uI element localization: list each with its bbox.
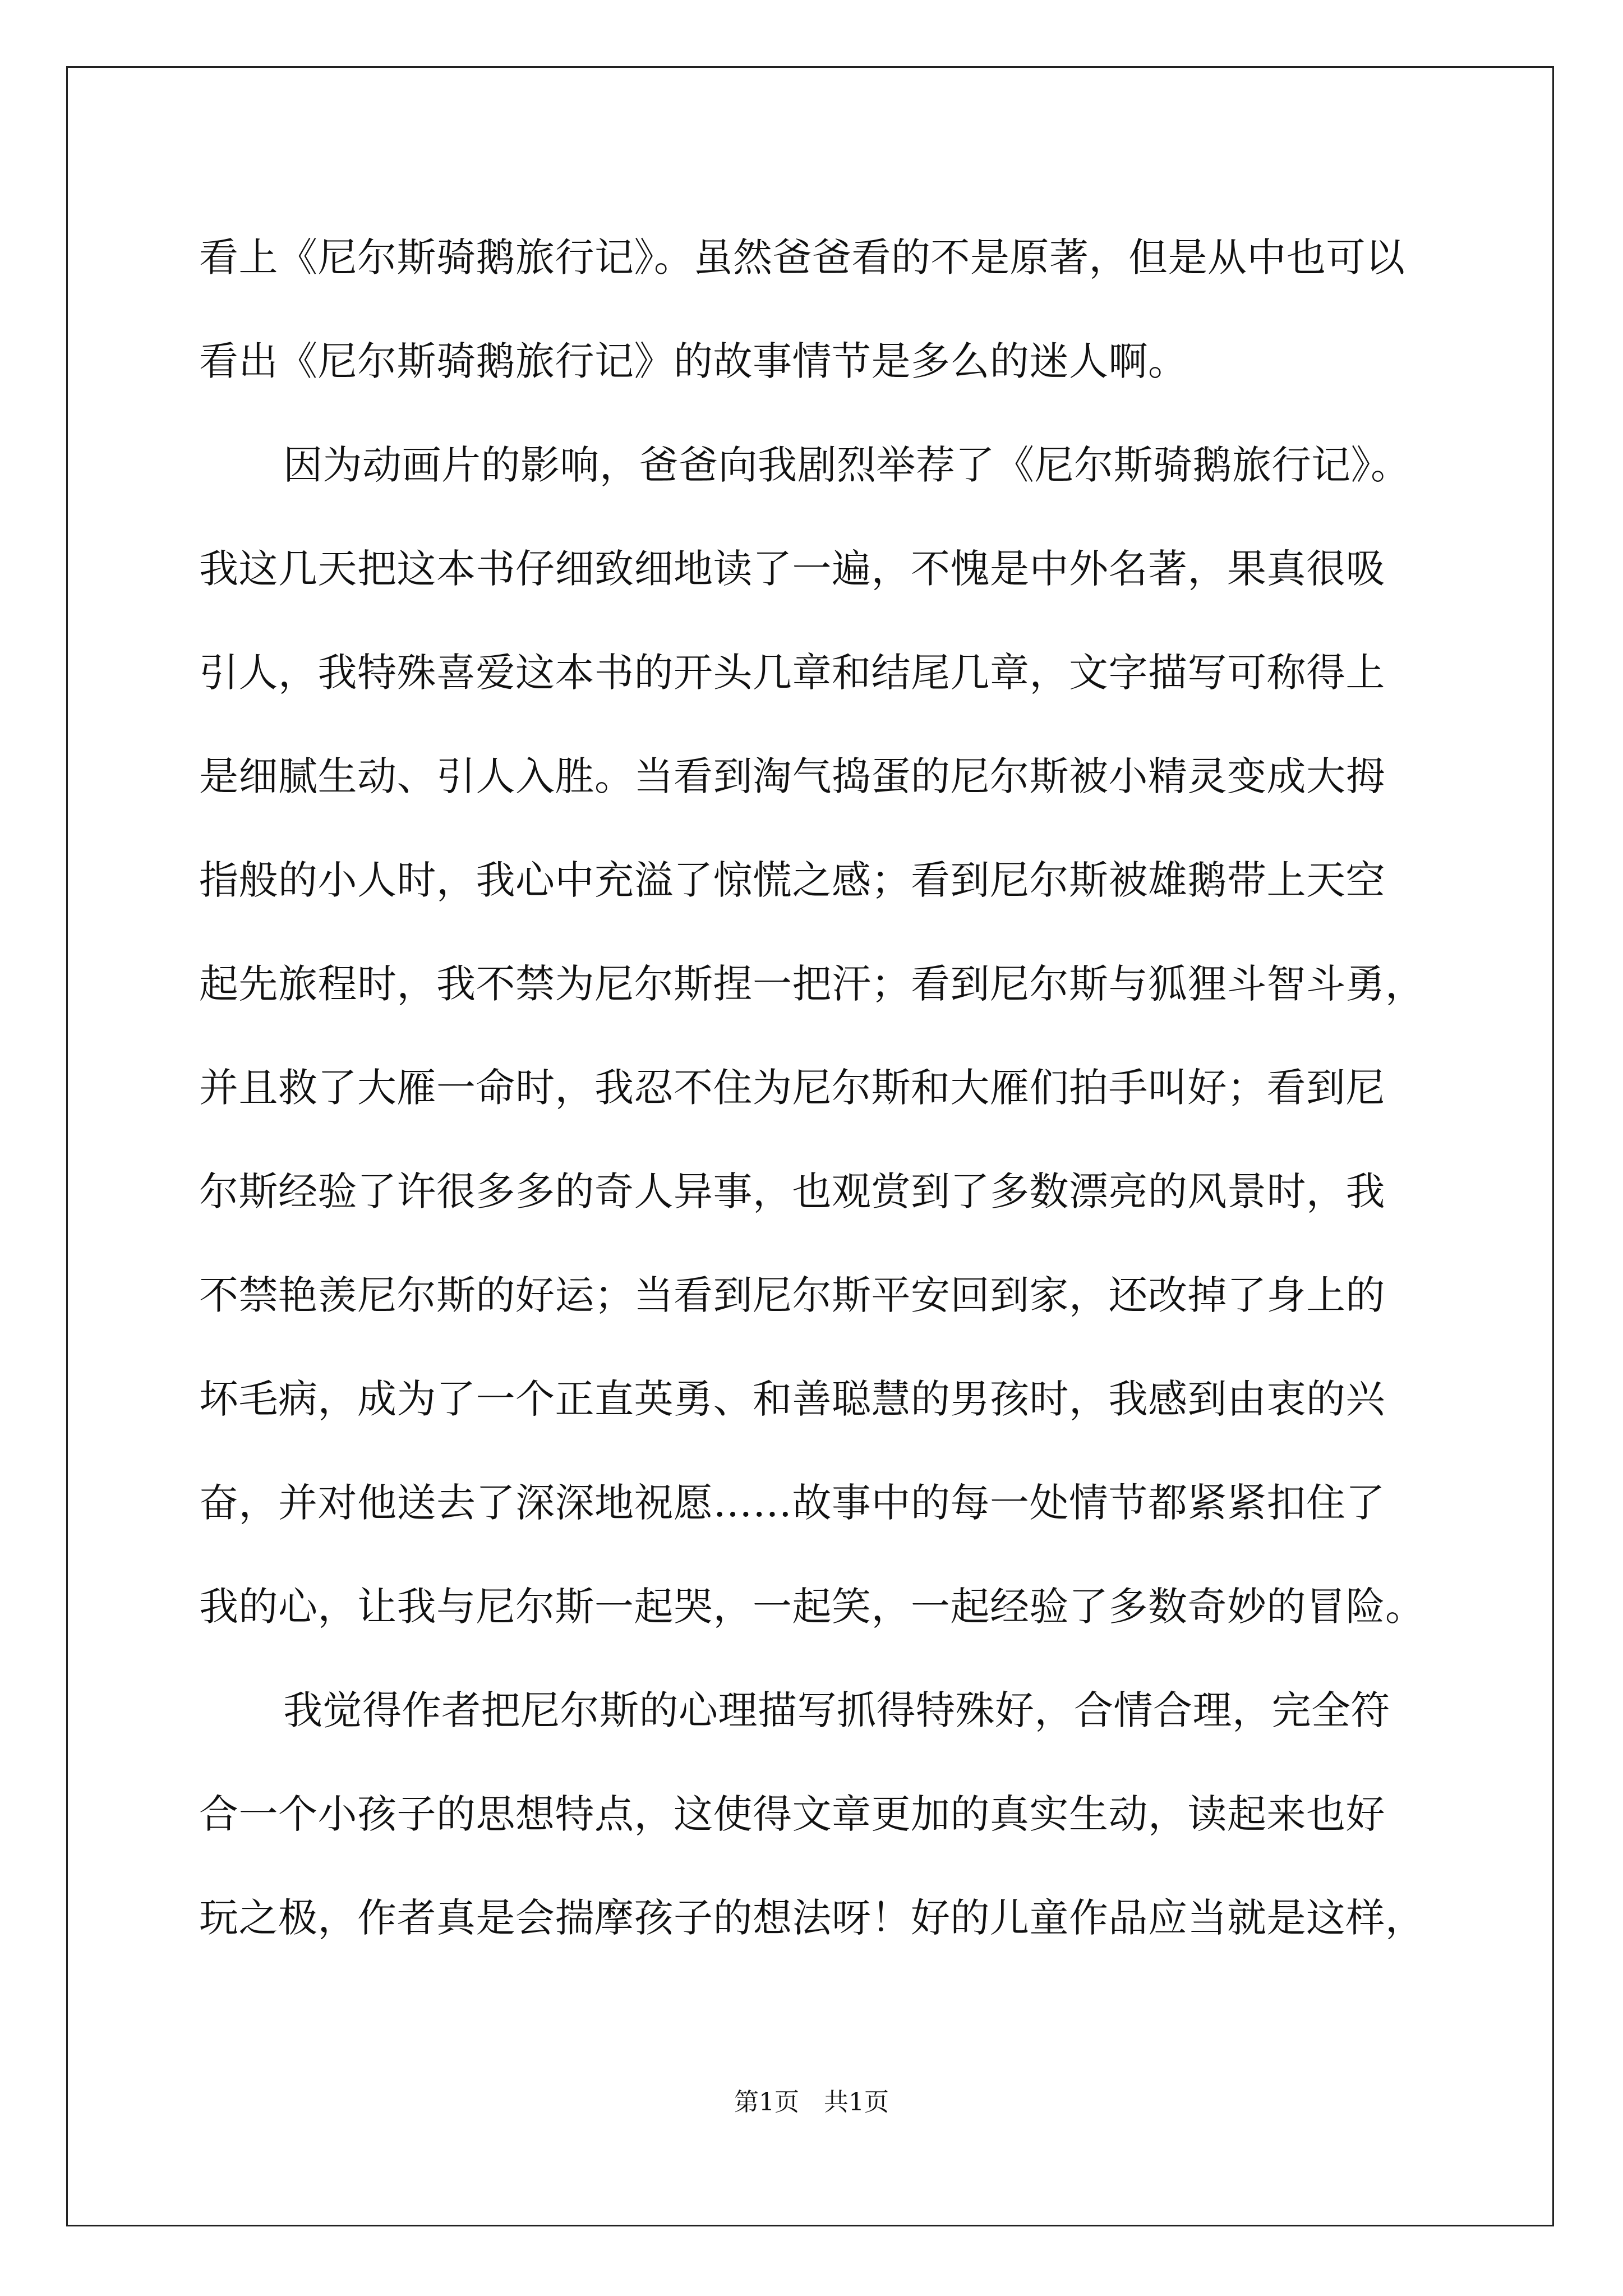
text-line: 引人，我特殊喜爱这本书的开头几章和结尾几章，文字描写可称得上 [199, 650, 1385, 696]
text-line: 是细腻生动、引人入胜。当看到淘气捣蛋的尼尔斯被小精灵变成大拇 [199, 753, 1385, 799]
text-line: 起先旅程时，我不禁为尼尔斯捏一把汗；看到尼尔斯与狐狸斗智斗勇， [199, 961, 1425, 1007]
paragraph-start-line: 因为动画片的影响，爸爸向我剧烈举荐了《尼尔斯骑鹅旅行记》。 [283, 442, 1410, 488]
paragraph-start-line: 我觉得作者把尼尔斯的心理描写抓得特殊好，合情合理，完全符 [283, 1687, 1390, 1733]
text-line: 合一个小孩子的思想特点，这使得文章更加的真实生动，读起来也好 [199, 1791, 1385, 1837]
text-line: 并且救了大雁一命时，我忍不住为尼尔斯和大雁们拍手叫好；看到尼 [199, 1065, 1385, 1111]
page-footer: 第1页 共1页 [734, 2088, 889, 2116]
text-line: 不禁艳羡尼尔斯的好运；当看到尼尔斯平安回到家，还改掉了身上的 [199, 1272, 1385, 1318]
document-body [199, 206, 1444, 1970]
text-line: 指般的小人时，我心中充溢了惊慌之感；看到尼尔斯被雄鹅带上天空 [199, 857, 1385, 903]
text-line: 尔斯经验了许很多多的奇人异事，也观赏到了多数漂亮的风景时，我 [199, 1168, 1385, 1214]
text-line: 玩之极，作者真是会揣摩孩子的想法呀！好的儿童作品应当就是这样， [199, 1895, 1425, 1941]
text-line: 坏毛病，成为了一个正直英勇、和善聪慧的男孩时，我感到由衷的兴 [199, 1376, 1385, 1422]
text-line: 奋，并对他送去了深深地祝愿……故事中的每一处情节都紧紧扣住了 [199, 1480, 1385, 1526]
text-line: 我的心，让我与尼尔斯一起哭，一起笑，一起经验了多数奇妙的冒险。 [199, 1584, 1425, 1630]
text-line: 看出《尼尔斯骑鹅旅行记》的故事情节是多么的迷人啊。 [199, 338, 1188, 384]
text-line: 我这几天把这本书仔细致细地读了一遍，不愧是中外名著，果真很吸 [199, 546, 1385, 592]
text-line: 看上《尼尔斯骑鹅旅行记》。虽然爸爸看的不是原著，但是从中也可以 [199, 234, 1405, 280]
